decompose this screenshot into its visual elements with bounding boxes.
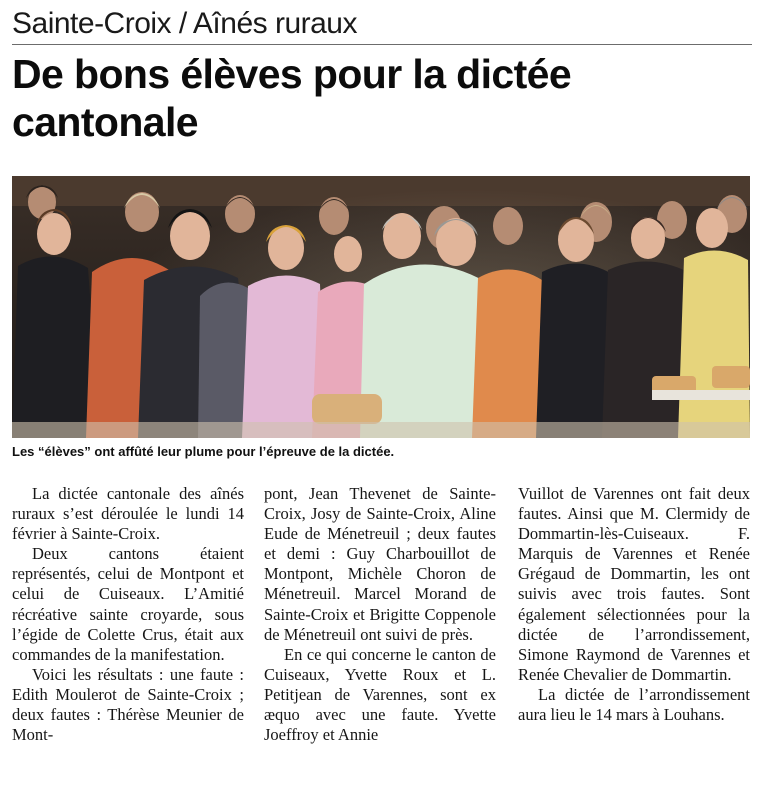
- photo-caption: Les “élèves” ont affûté leur plume pour l’épreuve de la dictée.: [12, 444, 395, 459]
- headline: De bons élèves pour la dictée cantonale: [12, 51, 572, 145]
- paragraph: Deux cantons étaient représentés, celui de Montpont et celui de Cuiseaux. L’Amitié récréative sainte croyarde, sous l’égide de Colette Crus, était aux commandes de la manifestation.: [12, 544, 244, 664]
- paragraph: pont, Jean Thevenet de Sainte-Croix, Josy de Sainte-Croix, Aline Eude de Ménetreuil ; deux fautes et demi : Guy Charbouillot de Montpont, Michèle Choron de Ménetreuil. Marcel Morand de Sainte-Croix et Brigitte Coppenole de Ménetreuil ont suivi de près.: [264, 484, 496, 644]
- group-photo: [12, 176, 750, 438]
- article-column-3: [518, 484, 750, 784]
- paragraph: En ce qui concerne le canton de Cuiseaux, Yvette Roux et L. Petitjean de Varennes, sont ex æquo avec une faute. Yvette Joeffroy et Annie: [264, 644, 496, 745]
- header-rule: [12, 44, 752, 45]
- paragraph: Voici les résultats : une faute : Edith Moulerot de Sainte-Croix ; deux fautes : Thérèse Meunier de Mont-: [12, 664, 244, 745]
- section-kicker: Sainte-Croix / Aînés ruraux: [12, 7, 357, 40]
- article-column-2: [264, 484, 496, 784]
- paragraph: La dictée cantonale des aînés ruraux s’est déroulée le lundi 14 février à Sainte-Croix.: [12, 484, 244, 544]
- paragraph: Vuillot de Varennes ont fait deux fautes. Ainsi que M. Clermidy de Dommartin-lès-Cuiseaux. F. Marquis de Varennes et Renée Grégaud de Dommartin, les ont suivis avec trois fautes. Sont également sélectionnées pour la dictée de l’arrondissement, Simone Raymond de Varennes et Renée Chevalier de Dommartin.: [518, 484, 750, 684]
- group-photo-illustration: [12, 176, 750, 438]
- paragraph: La dictée de l’arrondissement aura lieu le 14 mars à Louhans.: [518, 684, 750, 725]
- article-column-1: [12, 484, 244, 784]
